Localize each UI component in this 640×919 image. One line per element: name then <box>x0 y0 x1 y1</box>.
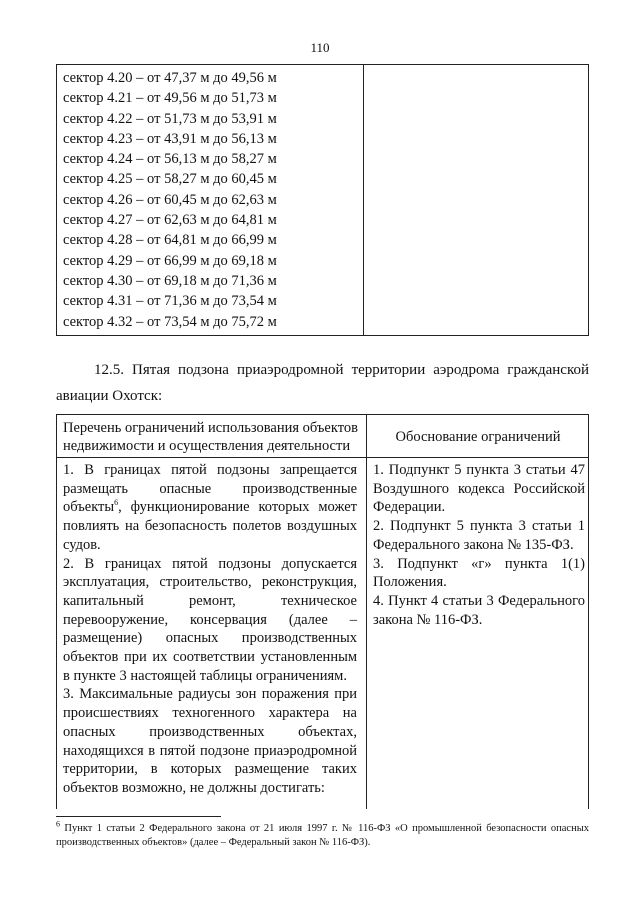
sector-item: сектор 4.29 – от 66,99 м до 69,18 м <box>63 252 277 269</box>
section-heading: 12.5. Пятая подзона приаэродромной территории аэродрома гражданской <box>94 362 589 378</box>
justification-paragraph: 2. Подпункт 5 пункта 3 статьи 1 Федерального закона № 135-ФЗ. <box>373 518 585 553</box>
sector-item: сектор 4.31 – от 71,36 м до 73,54 м <box>63 293 277 310</box>
sector-item: сектор 4.22 – от 51,73 м до 53,91 м <box>63 110 277 127</box>
justification-paragraph: 4. Пункт 4 статьи 3 Федерального закона № 116-ФЗ. <box>373 592 585 628</box>
table-column-divider <box>366 415 367 809</box>
sector-list <box>63 68 277 332</box>
footnote-text: Пункт 1 статьи 2 Федерального закона от 21 июля 1997 г. № 116-ФЗ «О промышленной безопасности опасных производственных объектов» (далее – Федеральный закон № 116-ФЗ). <box>56 823 589 848</box>
justification-paragraph: 3. Подпункт «г» пункта 1(1) Положения. <box>373 555 585 591</box>
restriction-paragraph-3: 3. Максимальные радиусы зон поражения при происшествиях техногенного характера на опасных производственных объектах, находящихся в пятой подзоне приаэродромной территории, в которых размещение таких объектов возможно, не должны достигать: <box>63 686 357 796</box>
footnote-reference: 6 <box>114 498 119 508</box>
restriction-paragraph-1: 1. В границах пятой подзоны запрещается размещать опасные производственные объекты$^6$, функционирование которых может повлиять на безопасность полетов воздушных судов. <box>63 462 357 553</box>
table-header-divider <box>57 457 588 458</box>
restriction-paragraph-2: 2. В границах пятой подзоны допускается эксплуатация, строительство, реконструкция, капитальный ремонт, техническое перевооружение, консервация (далее – размещение) опасных производственных объектов при их соответствии установленным в пункте 3 настоящей таблицы ограничениям. <box>63 555 357 684</box>
sector-item: сектор 4.21 – от 49,56 м до 51,73 м <box>63 90 277 107</box>
justification-cell <box>373 461 585 629</box>
sector-table-divider <box>363 65 364 335</box>
justification-paragraph: 1. Подпункт 5 пункта 3 статьи 47 Воздушного кодекса Российской Федерации. <box>373 462 585 516</box>
sector-item: сектор 4.25 – от 58,27 м до 60,45 м <box>63 171 277 188</box>
sector-item: сектор 4.28 – от 64,81 м до 66,99 м <box>63 232 277 249</box>
page-number: 110 <box>310 40 330 55</box>
sector-item: сектор 4.20 – от 47,37 м до 49,56 м <box>63 70 277 86</box>
footnote <box>56 819 589 850</box>
restrictions-cell <box>63 461 357 798</box>
sector-item: сектор 4.26 – от 60,45 м до 62,63 м <box>63 191 277 208</box>
restrictions-table <box>56 414 589 809</box>
sector-table <box>56 64 589 336</box>
sector-item: сектор 4.27 – от 62,63 м до 64,81 м <box>63 212 277 229</box>
footnote-marker: 6 <box>56 819 60 829</box>
sector-item: сектор 4.24 – от 56,13 м до 58,27 м <box>63 151 277 168</box>
sector-item: сектор 4.23 – от 43,91 м до 56,13 м <box>63 130 277 147</box>
table-header-restrictions: Перечень ограничений использования объектов недвижимости и осуществления деятельности <box>63 420 358 454</box>
table-header-justification: Обоснование ограничений <box>395 429 561 445</box>
section-heading-continuation: авиации Охотск: <box>56 388 163 404</box>
footnote-separator <box>56 816 221 817</box>
sector-item: сектор 4.32 – от 73,54 м до 75,72 м <box>63 313 277 330</box>
sector-item: сектор 4.30 – от 69,18 м до 71,36 м <box>63 272 277 289</box>
